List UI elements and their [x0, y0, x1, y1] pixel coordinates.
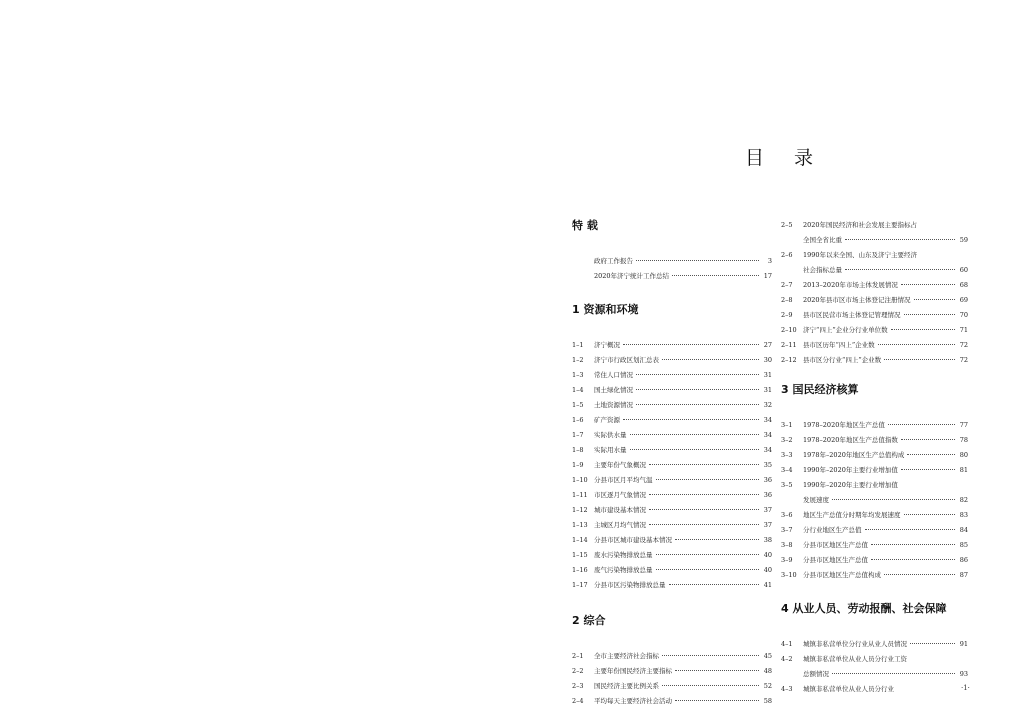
toc-entry[interactable] — [572, 679, 772, 694]
toc-entry-code: 2–2 — [572, 667, 584, 675]
toc-entry[interactable] — [572, 269, 772, 284]
toc-entry-title: 政府工作报告 — [594, 257, 633, 265]
toc-entry-code: 4–3 — [781, 685, 793, 693]
toc-entry-title: 废气污染物排放总量 — [594, 566, 653, 574]
toc-leader-dots — [656, 554, 760, 555]
toc-entry[interactable] — [781, 553, 968, 568]
toc-leader-dots — [630, 449, 760, 450]
toc-entry-code: 2–1 — [572, 652, 584, 660]
toc-entry-title: 主要年份气象概况 — [594, 461, 646, 469]
toc-entry-code: 3–9 — [781, 556, 793, 564]
toc-entry[interactable] — [781, 667, 968, 682]
toc-entry-page: 71 — [959, 326, 968, 334]
toc-entry[interactable] — [781, 233, 968, 248]
toc-leader-dots — [623, 419, 759, 420]
toc-entry[interactable] — [572, 443, 772, 458]
toc-entry-title: 分县市区月平均气温 — [594, 476, 653, 484]
toc-entry-code: 1–7 — [572, 431, 584, 439]
toc-leader-dots — [636, 260, 759, 261]
toc-entry-title: 实际供水量 — [594, 431, 627, 439]
toc-entry-code: 1–10 — [572, 476, 588, 484]
toc-entry-title: 1990年–2020年主要行业增加值 — [803, 481, 898, 489]
toc-entry-code: 1–6 — [572, 416, 584, 424]
toc-entry-title: 全市主要经济社会指标 — [594, 652, 659, 660]
toc-entry-page: 85 — [959, 541, 968, 549]
toc-entry-code: 3–8 — [781, 541, 793, 549]
toc-leader-dots — [884, 359, 955, 360]
toc-entry[interactable] — [781, 323, 968, 338]
toc-leader-dots — [914, 299, 955, 300]
toc-leader-dots — [832, 673, 955, 674]
toc-leader-dots — [675, 670, 759, 671]
toc-leader-dots — [675, 700, 759, 701]
toc-entry-title: 分县市区城市建设基本情况 — [594, 536, 672, 544]
toc-entry-page: 34 — [763, 431, 772, 439]
toc-leader-dots — [662, 685, 759, 686]
toc-entry[interactable] — [572, 563, 772, 578]
toc-entry[interactable] — [781, 353, 968, 368]
toc-entry-page: 70 — [959, 311, 968, 319]
toc-entry[interactable] — [572, 398, 772, 413]
toc-entry-title: 废水污染物排放总量 — [594, 551, 653, 559]
toc-section-title: 2 综合 — [572, 614, 606, 627]
toc-entry-title: 分县市区污染物排放总量 — [594, 581, 666, 589]
toc-entry[interactable] — [781, 538, 968, 553]
toc-entry[interactable] — [572, 503, 772, 518]
toc-entry-page: 77 — [959, 421, 968, 429]
toc-entry-page: 72 — [959, 356, 968, 364]
toc-entry-title: 实际用水量 — [594, 446, 627, 454]
toc-leader-dots — [672, 275, 759, 276]
toc-entry-page: 52 — [763, 682, 772, 690]
toc-leader-dots — [901, 469, 955, 470]
toc-entry-page: 41 — [763, 581, 772, 589]
toc-entry-code: 4–2 — [781, 655, 793, 663]
toc-entry-page: 17 — [763, 272, 772, 280]
toc-entry-title: 济宁概况 — [594, 341, 620, 349]
toc-entry-code: 2–5 — [781, 221, 793, 229]
toc-entry-title: 2020年县市区市场主体登记注册情况 — [803, 296, 911, 304]
toc-entry-page: 45 — [763, 652, 772, 660]
toc-entry[interactable] — [781, 338, 968, 353]
toc-entry-title: 城镇非私营单位从业人员分行业 — [803, 685, 894, 693]
toc-entry-code: 1–12 — [572, 506, 588, 514]
toc-entry-title: 主城区月均气情况 — [594, 521, 646, 529]
toc-leader-dots — [636, 389, 759, 390]
toc-entry-page: 80 — [959, 451, 968, 459]
toc-leader-dots — [891, 329, 955, 330]
toc-entry[interactable] — [572, 694, 772, 709]
toc-entry-page: 68 — [959, 281, 968, 289]
page-number: ·1· — [961, 684, 970, 692]
toc-entry-title: 社会指标总量 — [803, 266, 842, 274]
toc-entry-title: 全国全省比重 — [803, 236, 842, 244]
toc-leader-dots — [662, 359, 759, 360]
toc-leader-dots — [630, 434, 760, 435]
toc-entry[interactable] — [572, 473, 772, 488]
toc-entry[interactable] — [781, 568, 968, 583]
toc-column-right — [781, 218, 968, 697]
toc-leader-dots — [636, 374, 759, 375]
toc-leader-dots — [865, 529, 956, 530]
toc-entry-page: 37 — [763, 506, 772, 514]
toc-leader-dots — [884, 574, 955, 575]
toc-entry-code: 2–10 — [781, 326, 797, 334]
toc-entry-code: 3–6 — [781, 511, 793, 519]
toc-entry[interactable] — [781, 637, 968, 652]
toc-entry[interactable] — [572, 353, 772, 368]
toc-entry-code: 1–3 — [572, 371, 584, 379]
toc-entry[interactable] — [781, 218, 968, 233]
toc-entry[interactable] — [572, 518, 772, 533]
toc-entry[interactable] — [572, 254, 772, 269]
toc-leader-dots — [649, 464, 759, 465]
toc-entry-title: 济宁市行政区划汇总表 — [594, 356, 659, 364]
toc-entry-title: 2020年国民经济和社会发展主要指标占 — [803, 221, 918, 229]
toc-entry-page: 72 — [959, 341, 968, 349]
toc-entry[interactable] — [781, 278, 968, 293]
toc-entry-page: 60 — [959, 266, 968, 274]
toc-entry[interactable] — [572, 458, 772, 473]
toc-entry[interactable] — [781, 308, 968, 323]
toc-entry-code: 1–17 — [572, 581, 588, 589]
toc-leader-dots — [845, 269, 955, 270]
toc-entry-code: 1–9 — [572, 461, 584, 469]
toc-entry-title: 分县市区地区生产总值构成 — [803, 571, 881, 579]
page-title: 目 录 — [745, 147, 826, 169]
toc-entry-title: 1978–2020年地区生产总值指数 — [803, 436, 898, 444]
toc-entry[interactable] — [781, 508, 968, 523]
toc-entry-code: 1–4 — [572, 386, 584, 394]
toc-leader-dots — [910, 643, 955, 644]
toc-entry[interactable] — [781, 248, 968, 263]
toc-leader-dots — [675, 539, 759, 540]
toc-entry-page: 81 — [959, 466, 968, 474]
toc-entry-page: 36 — [763, 491, 772, 499]
toc-entry-page: 93 — [959, 670, 968, 678]
toc-entry[interactable] — [572, 548, 772, 563]
toc-leader-dots — [904, 314, 956, 315]
toc-leader-dots — [649, 524, 759, 525]
toc-leader-dots — [649, 509, 759, 510]
toc-entry-code: 1–5 — [572, 401, 584, 409]
toc-leader-dots — [901, 439, 955, 440]
toc-entry-title: 国土绿化情况 — [594, 386, 633, 394]
toc-entry-code: 2–6 — [781, 251, 793, 259]
toc-entry-page: 91 — [959, 640, 968, 648]
toc-leader-dots — [845, 239, 955, 240]
toc-entry-title: 1978年–2020年地区生产总值构成 — [803, 451, 905, 459]
toc-entry[interactable] — [572, 649, 772, 664]
toc-entry-title: 总额情况 — [803, 670, 829, 678]
toc-entry[interactable] — [781, 652, 968, 667]
toc-leader-dots — [888, 424, 955, 425]
toc-leader-dots — [904, 514, 956, 515]
toc-section-title: 1 资源和环境 — [572, 303, 639, 316]
toc-entry-code: 2–9 — [781, 311, 793, 319]
toc-entry-code: 3–5 — [781, 481, 793, 489]
toc-entry-page: 87 — [959, 571, 968, 579]
toc-entry-code: 2–7 — [781, 281, 793, 289]
toc-entry[interactable] — [781, 523, 968, 538]
toc-entry-title: 济宁“四上”企业分行业单位数 — [803, 326, 888, 334]
toc-entry-code: 2–4 — [572, 697, 584, 705]
toc-entry-title: 主要年份国民经济主要指标 — [594, 667, 672, 675]
toc-leader-dots — [832, 499, 955, 500]
toc-leader-dots — [907, 454, 955, 455]
toc-entry-page: 38 — [763, 536, 772, 544]
toc-entry-title: 1978–2020年地区生产总值 — [803, 421, 885, 429]
toc-entry-code: 2–12 — [781, 356, 797, 364]
toc-entry[interactable] — [781, 478, 968, 493]
toc-entry-code: 1–11 — [572, 491, 588, 499]
toc-entry[interactable] — [572, 383, 772, 398]
toc-entry[interactable] — [781, 433, 968, 448]
toc-entry-title: 县市区历年“四上”企业数 — [803, 341, 875, 349]
toc-entry[interactable] — [572, 413, 772, 428]
toc-entry-title: 土地资源情况 — [594, 401, 633, 409]
toc-entry-page: 27 — [763, 341, 772, 349]
toc-section-title: 特 载 — [572, 219, 598, 232]
toc-entry-code: 3–7 — [781, 526, 793, 534]
toc-entry[interactable] — [781, 293, 968, 308]
toc-leader-dots — [669, 584, 760, 585]
toc-entry-code: 1–16 — [572, 566, 588, 574]
toc-entry-code: 4–1 — [781, 640, 793, 648]
toc-entry-page: 36 — [763, 476, 772, 484]
toc-entry-page: 84 — [959, 526, 968, 534]
toc-entry-title: 发展速度 — [803, 496, 829, 504]
toc-entry-page: 32 — [763, 401, 772, 409]
toc-entry-page: 31 — [763, 371, 772, 379]
toc-entry[interactable] — [572, 578, 772, 593]
toc-leader-dots — [871, 559, 955, 560]
toc-entry-page: 59 — [959, 236, 968, 244]
toc-entry-code: 1–15 — [572, 551, 588, 559]
toc-entry-title: 1990年–2020年主要行业增加值 — [803, 466, 898, 474]
toc-section-title: 4 从业人员、劳动报酬、社会保障 — [781, 602, 947, 615]
toc-entry[interactable] — [781, 263, 968, 278]
toc-entry-page: 31 — [763, 386, 772, 394]
toc-entry-title: 2020年济宁统计工作总结 — [594, 272, 670, 280]
toc-entry-title: 矿产资源 — [594, 416, 620, 424]
toc-entry-title: 地区生产总值分时期年均发展速度 — [803, 511, 901, 519]
toc-entry-page: 34 — [763, 446, 772, 454]
toc-entry-title: 城市建设基本情况 — [594, 506, 646, 514]
toc-leader-dots — [871, 544, 955, 545]
toc-entry[interactable] — [572, 533, 772, 548]
toc-entry-title: 分县市区地区生产总值 — [803, 541, 868, 549]
toc-entry-page: 78 — [959, 436, 968, 444]
toc-entry[interactable] — [572, 664, 772, 679]
toc-entry[interactable] — [781, 682, 968, 697]
toc-entry[interactable] — [572, 428, 772, 443]
toc-entry-page: 69 — [959, 296, 968, 304]
toc-entry-title: 县市区民营市场主体登记管理情况 — [803, 311, 901, 319]
toc-entry-code: 3–2 — [781, 436, 793, 444]
toc-entry-title: 城镇非私营单位从业人员分行业工资 — [803, 655, 907, 663]
toc-entry-code: 3–1 — [781, 421, 793, 429]
toc-leader-dots — [878, 344, 955, 345]
toc-entry-page: 34 — [763, 416, 772, 424]
toc-entry-title: 常住人口情况 — [594, 371, 633, 379]
toc-entry[interactable] — [572, 488, 772, 503]
toc-column-left — [572, 218, 772, 709]
toc-entry-code: 1–2 — [572, 356, 584, 364]
toc-leader-dots — [901, 284, 955, 285]
toc-entry[interactable] — [781, 493, 968, 508]
toc-leader-dots — [649, 494, 759, 495]
toc-entry-page: 86 — [959, 556, 968, 564]
toc-leader-dots — [656, 569, 760, 570]
toc-entry[interactable] — [572, 338, 772, 353]
toc-leader-dots — [636, 404, 759, 405]
toc-entry[interactable] — [572, 368, 772, 383]
toc-entry-title: 分县市区地区生产总值 — [803, 556, 868, 564]
toc-entry-title: 1990年以来全国、山东及济宁主要经济 — [803, 251, 918, 259]
toc-entry-title: 县市区分行业“四上”企业数 — [803, 356, 882, 364]
toc-entry-code: 2–3 — [572, 682, 584, 690]
toc-entry-code: 2–11 — [781, 341, 797, 349]
toc-leader-dots — [623, 344, 759, 345]
toc-entry-page: 35 — [763, 461, 772, 469]
toc-entry-page: 58 — [763, 697, 772, 705]
toc-entry-code: 1–8 — [572, 446, 584, 454]
toc-entry-title: 平均每天主要经济社会活动 — [594, 697, 672, 705]
toc-entry-title: 城镇非私营单位分行业从业人员情况 — [803, 640, 907, 648]
toc-entry[interactable] — [781, 418, 968, 433]
toc-entry-title: 市区逐月气象情况 — [594, 491, 646, 499]
toc-entry-page: 40 — [763, 551, 772, 559]
toc-entry-code: 1–1 — [572, 341, 584, 349]
toc-entry-page: 48 — [763, 667, 772, 675]
toc-leader-dots — [662, 655, 759, 656]
toc-leader-dots — [656, 479, 760, 480]
toc-entry-page: 37 — [763, 521, 772, 529]
toc-entry-title: 分行业地区生产总值 — [803, 526, 862, 534]
toc-entry-code: 1–14 — [572, 536, 588, 544]
toc-entry-page: 83 — [959, 511, 968, 519]
toc-entry-page: 82 — [959, 496, 968, 504]
toc-entry-code: 3–10 — [781, 571, 797, 579]
toc-entry[interactable] — [781, 448, 968, 463]
toc-entry-code: 3–3 — [781, 451, 793, 459]
toc-entry-code: 1–13 — [572, 521, 588, 529]
toc-entry[interactable] — [781, 463, 968, 478]
toc-entry-title: 2013–2020年市场主体发展情况 — [803, 281, 898, 289]
toc-entry-code: 2–8 — [781, 296, 793, 304]
toc-entry-page: 40 — [763, 566, 772, 574]
toc-entry-code: 3–4 — [781, 466, 793, 474]
toc-section-title: 3 国民经济核算 — [781, 383, 859, 396]
toc-entry-page: 30 — [763, 356, 772, 364]
toc-entry-title: 国民经济主要比例关系 — [594, 682, 659, 690]
toc-entry-page: 3 — [767, 257, 772, 265]
